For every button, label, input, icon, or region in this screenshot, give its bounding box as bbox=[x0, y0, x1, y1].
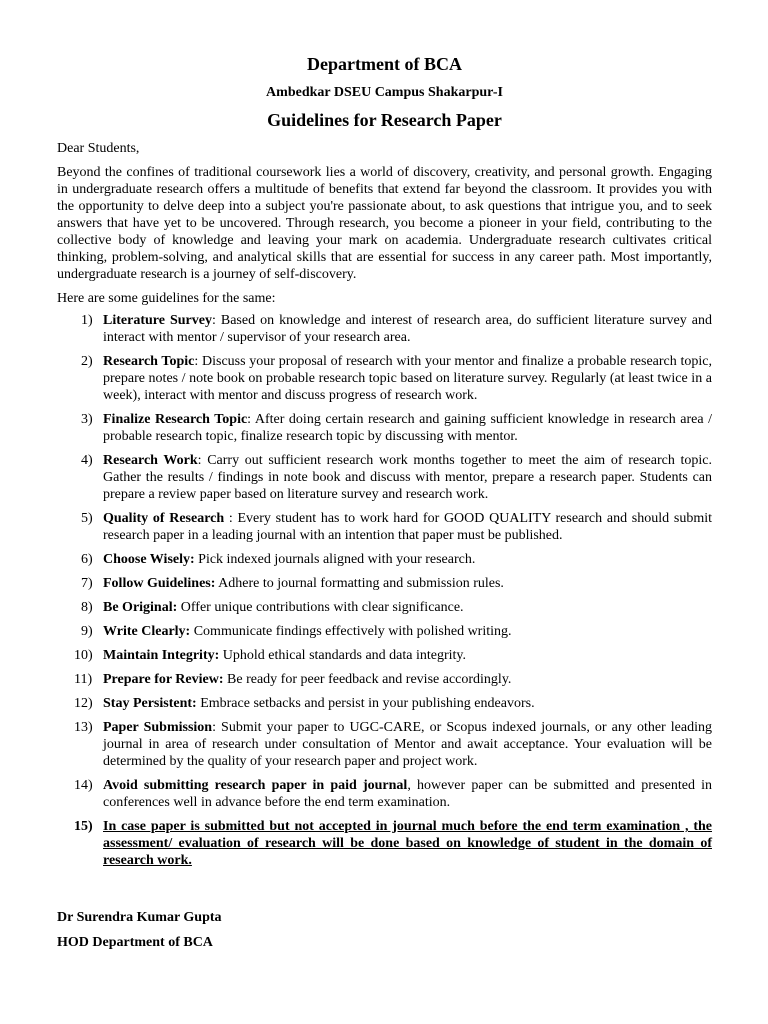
guideline-item bbox=[57, 551, 712, 568]
guideline-text: : Based on knowledge and interest of research area, do sufficient literature survey and interact with mentor / supervisor of your research area. bbox=[103, 313, 712, 345]
guideline-title: Prepare for Review: bbox=[103, 672, 224, 687]
guideline-title: Maintain Integrity: bbox=[103, 648, 220, 663]
guideline-item bbox=[57, 353, 712, 404]
guideline-text: : Carry out sufficient research work months together to meet the aim of research topic. Gather the results / findings in note book and discuss with mentor, prepare a research paper. Students can prepare a review paper based on literature survey and research work. bbox=[103, 453, 713, 502]
guideline-item bbox=[57, 647, 712, 664]
guideline-title: Research Topic bbox=[103, 354, 195, 369]
guideline-text: : Every student has to work hard for GOOD QUALITY research and should submit research paper in a leading journal with an intention that paper must be published. bbox=[103, 511, 712, 543]
guideline-text: Adhere to journal formatting and submission rules. bbox=[215, 576, 504, 591]
guideline-title: Stay Persistent: bbox=[103, 696, 197, 711]
guideline-number: 13) bbox=[74, 720, 93, 735]
guideline-number: 14) bbox=[74, 778, 93, 793]
guideline-text: Communicate findings effectively with polished writing. bbox=[190, 624, 512, 639]
guideline-text: , however paper can be submitted and presented in conferences well in advance before the end term examination. bbox=[103, 778, 712, 810]
intro-paragraph: Beyond the confines of traditional coursework lies a world of discovery, creativity, and personal growth. Engaging in undergraduate research offers a multitude of benefits that extend far beyond the classroom. It provides you with the opportunity to delve deep into a subject you're passionate about, to ask questions that intrigue you, and to seek answers that have yet to be uncovered. Through research, you become a pioneer in your field, contributing to the collective body of knowledge and leaving your mark on academia. Undergraduate research cultivates critical thinking, problem-solving, and analytical skills that are essential for success in any career path. Most importantly, undergraduate research is a journey of self-discovery. bbox=[57, 165, 712, 282]
guideline-number: 7) bbox=[81, 576, 93, 591]
salutation: Dear Students, bbox=[57, 141, 140, 156]
guideline-title: Research Work bbox=[103, 453, 198, 468]
guideline-text: Uphold ethical standards and data integrity. bbox=[219, 648, 467, 663]
guideline-number: 15) bbox=[74, 819, 93, 834]
guideline-item bbox=[57, 623, 712, 640]
document-heading: Guidelines for Research Paper bbox=[267, 110, 502, 130]
guideline-title: Be Original: bbox=[103, 600, 178, 615]
guideline-number: 4) bbox=[81, 453, 93, 468]
guideline-number: 8) bbox=[81, 600, 93, 615]
guideline-title: Finalize Research Topic bbox=[103, 412, 248, 427]
guideline-item bbox=[57, 312, 712, 346]
guideline-number: 9) bbox=[81, 624, 93, 639]
signatory-name: Dr Surendra Kumar Gupta bbox=[57, 910, 222, 925]
guideline-title: Quality of Research bbox=[103, 511, 225, 526]
guideline-item bbox=[57, 777, 712, 811]
guideline-text: : Submit your paper to UGC-CARE, or Scopus indexed journals, or any other leading journal in area of research under consultation of Mentor and await acceptance. Your evaluation will be determined by the quality of your research paper and project work. bbox=[103, 720, 712, 769]
guideline-item bbox=[57, 510, 712, 544]
guideline-number: 2) bbox=[81, 354, 93, 369]
guideline-item bbox=[57, 695, 712, 712]
guideline-number: 11) bbox=[74, 672, 93, 687]
guideline-item bbox=[57, 599, 712, 616]
guideline-item bbox=[57, 671, 712, 688]
guideline-item-final bbox=[57, 818, 712, 869]
guideline-title: Avoid submitting research paper in paid journal bbox=[103, 778, 408, 793]
guideline-item bbox=[57, 452, 712, 503]
guideline-text: Embrace setbacks and persist in your publishing endeavors. bbox=[196, 696, 535, 711]
guideline-text: Pick indexed journals aligned with your research. bbox=[194, 552, 476, 567]
guideline-text: Be ready for peer feedback and revise accordingly. bbox=[223, 672, 512, 687]
guideline-number: 5) bbox=[81, 511, 93, 526]
guideline-title: Write Clearly: bbox=[103, 624, 191, 639]
guideline-item bbox=[57, 411, 712, 445]
guideline-text: : Discuss your proposal of research with your mentor and finalize a probable research topic, prepare notes / note book on probable research topic based on literature survey. Regularly (at least twice in a week), interact with mentor and discuss progress of research work. bbox=[103, 354, 712, 403]
guideline-number: 10) bbox=[74, 648, 93, 663]
department-title: Department of BCA bbox=[307, 54, 462, 74]
signatory-role: HOD Department of BCA bbox=[57, 935, 213, 950]
guideline-title: Choose Wisely: bbox=[103, 552, 195, 567]
guideline-text: Offer unique contributions with clear significance. bbox=[177, 600, 464, 615]
final-guideline-text: In case paper is submitted but not accepted in journal much before the end term examination , the assessment/ evaluation of research will be done based on knowledge of student in the domain of research work. bbox=[103, 819, 712, 868]
guideline-text: : After doing certain research and gaining sufficient knowledge in research area / probable research topic, finalize research topic by discussing with mentor. bbox=[103, 412, 712, 444]
campus-subtitle: Ambedkar DSEU Campus Shakarpur-I bbox=[266, 85, 503, 100]
guidelines-lead: Here are some guidelines for the same: bbox=[57, 291, 276, 306]
guideline-number: 3) bbox=[81, 412, 93, 427]
guideline-number: 6) bbox=[81, 552, 93, 567]
guideline-item bbox=[57, 719, 712, 770]
guideline-item bbox=[57, 575, 712, 592]
guideline-title: Follow Guidelines: bbox=[103, 576, 216, 591]
guidelines-list bbox=[57, 312, 712, 869]
guideline-number: 1) bbox=[81, 313, 93, 328]
guideline-title: Paper Submission bbox=[103, 720, 213, 735]
guideline-number: 12) bbox=[74, 696, 93, 711]
guideline-title: Literature Survey bbox=[103, 313, 212, 328]
